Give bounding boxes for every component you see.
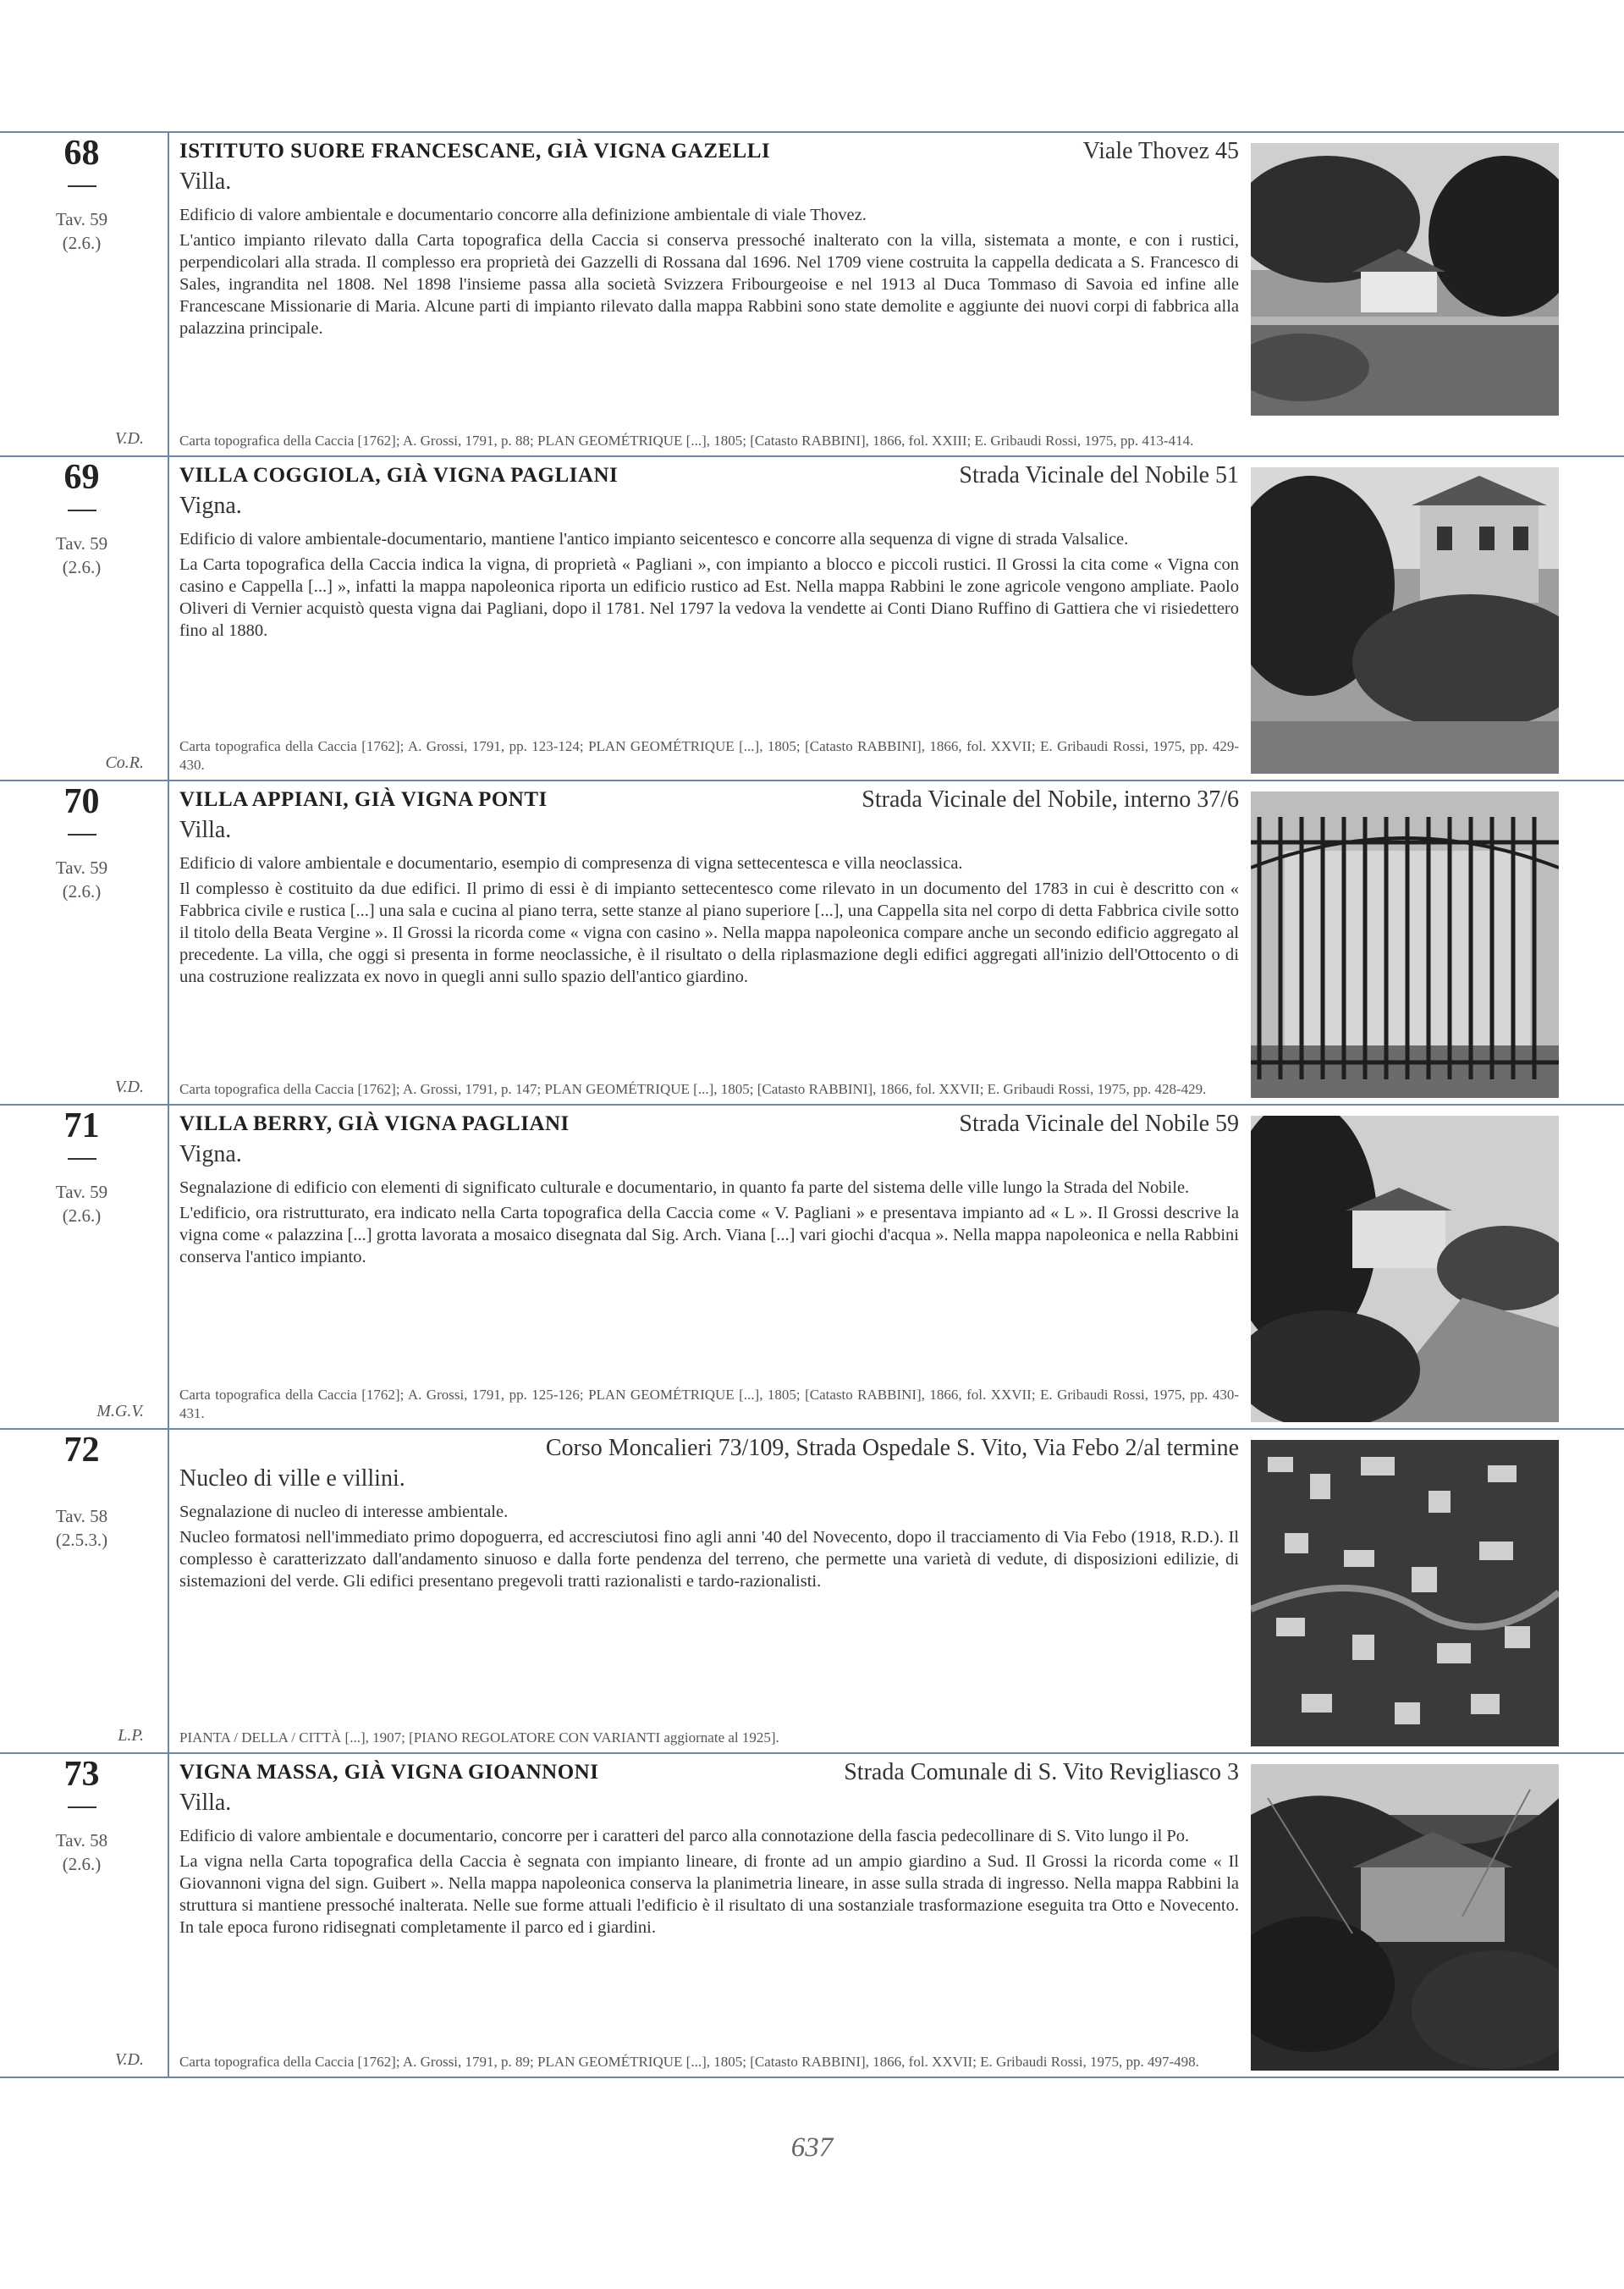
aerial-photo [1251, 1440, 1559, 1746]
tav-label: Tav. 59 [55, 533, 108, 554]
entry-address: Strada Vicinale del Nobile, interno 37/6 [862, 786, 1239, 813]
entry-content [179, 1754, 1239, 2077]
title-row [179, 1435, 1239, 1464]
bibliography: Carta topografica della Caccia [1762]; A. Grossi, 1791, pp. 125-126; PLAN GEOMÉTRIQUE [...], 1805; [Catasto RABBINI], 1866, fol. XXVII; E. Gribaudi Rossi, 1975, pp. 430-431. [179, 1387, 1239, 1421]
photo-image [1251, 1764, 1559, 2071]
entry-content [179, 133, 1239, 455]
number-underline [68, 1806, 96, 1808]
entry-address: Strada Vicinale del Nobile 51 [959, 462, 1239, 488]
entry-address: Strada Comunale di S. Vito Revigliasco 3 [844, 1759, 1239, 1785]
author-initials: M.G.V. [96, 1402, 144, 1420]
description-paragraph: Edificio di valore ambientale e documentario, concorre per i caratteri del parco alla connotazione della fascia pedecollinare di S. Vito lungo il Po. [179, 1827, 1190, 1845]
photo-image [1251, 467, 1559, 774]
description-paragraph: Il complesso è costituito da due edifici. Il primo di essi è di impianto settecentesco come rilevato in un documento del 1783 in cui è descritto con « Fabbrica civile e rustica [...] una sala e cucina al piano terra, sette stanze al piano superiore [...], una Cappella sita nel corpo di detta Fabbrica civile sotto il titolo della Beata Vergine ». Il Grossi la ricorda come « vigna con casino ». Nella mappa napoleonica compare anche un secondo edificio aggregato al precedente. La villa, che oggi si presenta in forme neoclassiche, è il risultato o della riplasmazione degli edifici aggregati all'inizio dell'Ottocento o di una costruzione realizzata ex novo in quegli anni sullo spazio dell'antico giardino. [179, 880, 1239, 986]
entry-number: 68 [63, 134, 100, 173]
photo-image [1251, 1116, 1559, 1422]
number-underline [68, 834, 96, 836]
entry-number: 73 [63, 1755, 100, 1794]
bibliography: Carta topografica della Caccia [1762]; A. Grossi, 1791, p. 147; PLAN GEOMÉTRIQUE [...], 1805; [Catasto RABBINI], 1866, fol. XXVII; E. Gribaudi Rossi, 1975, pp. 428-429. [179, 1081, 1207, 1097]
entry-title: VIGNA MASSA, GIÀ VIGNA GIOANNONI [179, 1761, 599, 1784]
entry-72 [0, 1428, 1624, 1752]
entry-description [179, 204, 1239, 343]
description-paragraph: Segnalazione di edificio con elementi di significato culturale e documentario, in quanto fa parte del sistema delle ville lungo la Strada del Nobile. [179, 1178, 1190, 1197]
description-paragraph: Edificio di valore ambientale e documentario, esempio di compresenza di vigna settecentesca e villa neoclassica. [179, 854, 963, 873]
villa-photo [1251, 1116, 1559, 1422]
description-paragraph: Nucleo formatosi nell'immediato primo dopoguerra, ed accresciutosi fino agli anni '40 del Novecento, dopo il tracciamento di Via Febo (1918, R.D.). Il complesso è caratterizzato dall'andamento sinuoso e dalla forte pendenza del terreno, che permette una varietà di vedute, di disposizioni edilizie, di sistemazioni del verde. Gli edifici presentano pregevoli tratti razionalisti e tardo-razionalisti. [179, 1528, 1239, 1591]
table-reference [0, 207, 163, 255]
entry-type: Villa. [179, 817, 232, 843]
entry-description [179, 1825, 1239, 1942]
tav-label: Tav. 59 [55, 209, 108, 229]
entry-description [179, 528, 1239, 645]
tav-code: (2.6.) [62, 233, 102, 253]
tav-code: (2.5.3.) [55, 1530, 108, 1550]
author-initials: Co.R. [105, 753, 144, 772]
entry-content [179, 1106, 1239, 1428]
tav-label: Tav. 58 [55, 1830, 108, 1851]
entry-title: VILLA BERRY, GIÀ VIGNA PAGLIANI [179, 1112, 570, 1135]
description-paragraph: La Carta topografica della Caccia indica la vigna, di proprietà « Pagliani », con impianto a blocco e piccoli rustici. Il Grossi la cita come « Vigna con casino e Cappella [...] », infatti la mappa napoleonica riporta un edificio rustico ad Est. Nella mappa Rabbini le zone agricole vengono ampliate. Paolo Oliveri di Vernier acquistò questa vigna dai Pagliani, dopo il 1781. Nel 1797 la vedova la vendette ai Conti Diano Ruffino di Gattiera che vi risiedettero fino al 1880. [179, 555, 1239, 640]
entry-sidebar [0, 133, 169, 455]
title-row [179, 1111, 1239, 1139]
entry-address: Viale Thovez 45 [1082, 138, 1239, 164]
table-reference [0, 532, 163, 579]
entry-type: Nucleo di ville e villini. [179, 1465, 405, 1492]
number-underline [68, 510, 96, 511]
page-number: 637 [790, 2132, 834, 2163]
villa-photo [1251, 467, 1559, 774]
entry-type: Vigna. [179, 493, 242, 519]
description-paragraph: Edificio di valore ambientale e documentario concorre alla definizione ambientale di viale Thovez. [179, 206, 867, 224]
number-underline [68, 185, 96, 187]
title-row [179, 138, 1239, 167]
tav-label: Tav. 59 [55, 1182, 108, 1202]
table-reference [0, 1504, 163, 1552]
title-row [179, 1759, 1239, 1788]
entry-address: Strada Vicinale del Nobile 59 [959, 1111, 1239, 1137]
entry-71 [0, 1104, 1624, 1428]
title-row [179, 462, 1239, 491]
catalog-page [0, 131, 1624, 2078]
tav-label: Tav. 59 [55, 858, 108, 878]
entry-number: 71 [63, 1106, 100, 1145]
bibliography: PIANTA / DELLA / CITTÀ [...], 1907; [PIANO REGOLATORE CON VARIANTI aggiornate al 1925]. [179, 1729, 779, 1746]
villa-photo [1251, 143, 1559, 416]
description-paragraph: Edificio di valore ambientale-documentario, mantiene l'antico impianto seicentesco e concorre alla sequenza di vigne di strada Valsalice. [179, 530, 1129, 549]
entry-sidebar [0, 1106, 169, 1428]
entry-sidebar [0, 1430, 169, 1752]
entry-content [179, 457, 1239, 780]
table-reference [0, 856, 163, 903]
tav-code: (2.6.) [62, 881, 102, 902]
entry-number: 72 [63, 1431, 100, 1470]
entry-title: ISTITUTO SUORE FRANCESCANE, GIÀ VIGNA GAZELLI [179, 140, 771, 163]
photo-image [1251, 791, 1559, 1098]
entry-address: Corso Moncalieri 73/109, Strada Ospedale S. Vito, Via Febo 2/al termine [545, 1435, 1239, 1461]
title-row [179, 786, 1239, 815]
author-initials: V.D. [114, 2050, 144, 2069]
author-initials: V.D. [114, 1078, 144, 1096]
entry-sidebar [0, 457, 169, 780]
tav-code: (2.6.) [62, 557, 102, 577]
entry-title: VILLA APPIANI, GIÀ VIGNA PONTI [179, 788, 548, 811]
entry-description [179, 1501, 1239, 1596]
entry-type: Villa. [179, 168, 232, 195]
entry-number: 69 [63, 458, 100, 497]
entry-type: Villa. [179, 1790, 232, 1816]
bibliography: Carta topografica della Caccia [1762]; A. Grossi, 1791, pp. 123-124; PLAN GEOMÉTRIQUE [...], 1805; [Catasto RABBINI], 1866, fol. XXVII; E. Gribaudi Rossi, 1975, pp. 429-430. [179, 738, 1239, 773]
entry-68 [0, 131, 1624, 455]
bibliography: Carta topografica della Caccia [1762]; A. Grossi, 1791, p. 89; PLAN GEOMÉTRIQUE [...], 1805; [Catasto RABBINI], 1866, fol. XXVII; E. Gribaudi Rossi, 1975, pp. 497-498. [179, 2054, 1199, 2070]
tav-code: (2.6.) [62, 1854, 102, 1874]
entry-number: 70 [63, 782, 100, 821]
description-paragraph: Segnalazione di nucleo di interesse ambientale. [179, 1503, 509, 1521]
description-paragraph: L'edificio, ora ristrutturato, era indicato nella Carta topografica della Caccia come « V. Pagliani » e presentava impianto ad « L ». Il Grossi descrive la vigna come « palazzina [...] grotta lavorata a mosaico disegnata dal Sig. Arch. Viana [...] vari giochi d'acqua ». Nella mappa napoleonica e nella Rabbini conserva l'antico impianto. [179, 1204, 1239, 1266]
villa-photo [1251, 791, 1559, 1098]
entry-69 [0, 455, 1624, 780]
entry-description [179, 852, 1239, 991]
entry-content [179, 1430, 1239, 1752]
photo-image [1251, 143, 1559, 416]
entry-sidebar [0, 781, 169, 1104]
description-paragraph: L'antico impianto rilevato dalla Carta topografica della Caccia si conserva pressoché inalterato con la villa, sistemata a monte, e con i rustici, perpendicolari alla strada. Il complesso era proprietà dei Gazzelli di Rossana dal 1696. Nel 1709 viene costruita la cappella dedicata a S. Francesco di Sales, ingrandita nel 1808. Nel 1898 l'insieme passa alla società Svizzera Fribourgeoise e nel 1913 al Duca Tommaso di Savoia ed infine alle Francescane Missionarie di Maria. Alcune parti di impianto rilevato dalla mappa Rabbini sono state demolite e aggiunte dei nuovi corpi di fabbrica alla palazzina principale. [179, 231, 1239, 338]
entry-description [179, 1177, 1239, 1271]
entry-content [179, 781, 1239, 1104]
photo-image [1251, 1440, 1559, 1746]
villa-photo [1251, 1764, 1559, 2071]
entry-type: Vigna. [179, 1141, 242, 1167]
tav-label: Tav. 58 [55, 1506, 108, 1526]
number-underline [68, 1158, 96, 1160]
author-initials: L.P. [118, 1726, 144, 1745]
entry-70 [0, 780, 1624, 1104]
entry-title: VILLA COGGIOLA, GIÀ VIGNA PAGLIANI [179, 464, 619, 487]
tav-code: (2.6.) [62, 1205, 102, 1226]
table-reference [0, 1180, 163, 1227]
entry-sidebar [0, 1754, 169, 2077]
bibliography: Carta topografica della Caccia [1762]; A. Grossi, 1791, p. 88; PLAN GEOMÉTRIQUE [...], 1805; [Catasto RABBINI], 1866, fol. XXIII; E. Gribaudi Rossi, 1975, pp. 413-414. [179, 433, 1194, 449]
table-reference [0, 1828, 163, 1876]
entry-73 [0, 1752, 1624, 2078]
description-paragraph: La vigna nella Carta topografica della Caccia è segnata con impianto lineare, di fronte ad un ampio giardino a Sud. Il Grossi la ricorda come « Il Giovannoni vigna del sign. Guibert ». Nella mappa napoleonica conserva la planimetria lineare, in asse sulla strada di ingresso. Nella mappa Rabbini la struttura si mantiene pressoché inalterata. Nelle sue forme attuali l'edificio è il risultato di una sostanziale trasformazione eseguita tra Otto e Novecento. In tale epoca furono ridisegnati completamente il parco ed i giardini. [179, 1852, 1239, 1937]
author-initials: V.D. [114, 429, 144, 448]
